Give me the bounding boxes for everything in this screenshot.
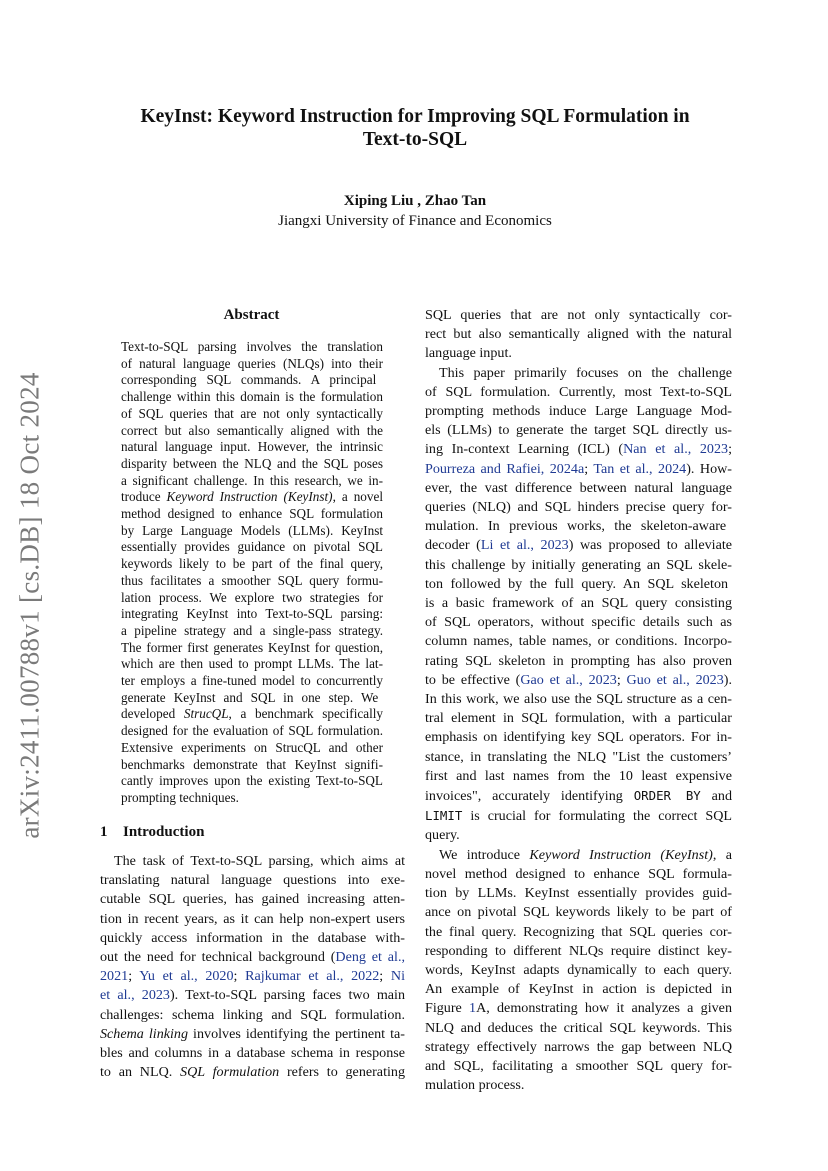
- text-span: ;: [379, 968, 391, 985]
- abstract-line: essentially provides guidance on pivotal SQL: [121, 539, 383, 555]
- text-line: novel method designed to enhance SQL formula-: [425, 865, 732, 882]
- text-line: and SQL, facilitating a smoother SQL query for-: [425, 1057, 732, 1074]
- abstract-line: The former first generates KeyInst for question,: [121, 639, 383, 655]
- emphasis-text: SQL formulation: [180, 1064, 280, 1081]
- text-line: quickly access information in the database with-: [100, 929, 405, 946]
- left-column-body: [100, 852, 405, 1082]
- abstract-line: Extensive experiments on StrucQL and other: [121, 739, 383, 755]
- text-span: ). How-: [686, 460, 732, 477]
- emphasis-text: Keyword Instruction (KeyInst): [166, 489, 333, 505]
- text-line: the final query. Recognizing that SQL queries cor-: [425, 923, 732, 940]
- text-line: ever, the vast difference between natural language: [425, 479, 732, 496]
- citation-link[interactable]: Li et al., 2023: [480, 537, 569, 554]
- abstract-line: which are then used to prompt LLMs. The lat-: [121, 656, 383, 672]
- text-span: and: [700, 788, 732, 805]
- text-line: this challenge by initially generating an SQL skele-: [425, 556, 732, 573]
- section-title: Introduction: [123, 824, 205, 840]
- text-line: challenges: schema linking and SQL formulation.: [100, 1006, 405, 1023]
- text-span: ;: [616, 671, 627, 688]
- text-line: tral element in SQL formulation, with a particular: [425, 710, 732, 727]
- citation-link[interactable]: Pourreza and Rafiei, 2024a: [425, 460, 585, 477]
- abstract-line: Text-to-SQL parsing involves the translation: [121, 339, 383, 354]
- text-line: mulation process.: [425, 1077, 525, 1094]
- text-span: refers to generating: [279, 1064, 405, 1081]
- text-line: of SQL operators, without specific details such as: [425, 614, 732, 631]
- text-span: Figure: [425, 1000, 470, 1017]
- text-span: ;: [584, 460, 594, 477]
- text-line: [100, 1025, 405, 1044]
- text-span: We introduce: [439, 846, 530, 863]
- citation-link[interactable]: Gao et al., 2023: [520, 671, 617, 688]
- text-line: [425, 846, 732, 865]
- citation-link[interactable]: 2021: [100, 968, 129, 985]
- abstract-line: method designed to enhance SQL formulation: [121, 506, 383, 522]
- citation-link[interactable]: Tan et al., 2024: [593, 460, 687, 477]
- section-number: 1: [100, 824, 108, 840]
- text-span: invoices", accurately identifying: [425, 788, 634, 805]
- abstract-line: lation process. We explore two strategies for: [121, 589, 383, 605]
- paper-title: [100, 105, 730, 151]
- abstract-body: [121, 339, 383, 807]
- text-line: [425, 671, 732, 690]
- text-line: first and last names from the 10 least expensive: [425, 767, 732, 784]
- text-line: rating SQL skeleton in prompting has also proven: [425, 652, 732, 669]
- abstract-line: a pipeline strategy and a single-pass strategy.: [121, 622, 383, 638]
- text-span: to be effective (: [425, 671, 521, 688]
- author-affiliation: Jiangxi University of Finance and Economics: [278, 213, 552, 229]
- abstract-line: of SQL queries that are not only syntactically: [121, 405, 383, 421]
- abstract-heading: Abstract: [223, 307, 280, 323]
- text-span: is crucial for formulating the correct SQL: [462, 808, 732, 825]
- text-line: tion in recent years, as it can help non-expert users: [100, 910, 405, 927]
- text-span: A, demonstrating how it analyzes a given: [476, 1000, 732, 1017]
- text-line: [425, 536, 732, 555]
- arxiv-side-stamp: [10, 360, 50, 850]
- text-span: ). Text-to-SQL parsing faces two main: [169, 987, 405, 1004]
- text-line: tion by LLMs. KeyInst essentially provides guid-: [425, 885, 732, 902]
- citation-link[interactable]: Nan et al., 2023: [623, 441, 729, 458]
- abstract-line: natural language input. However, the intrinsic: [121, 439, 383, 455]
- text-line: ance on pivotal SQL keywords likely to be part of: [425, 904, 732, 921]
- abstract-line: correct but also semantically aligned with the: [121, 422, 383, 438]
- emphasis-text: StrucQL: [183, 706, 229, 722]
- text-line: An example of KeyInst in action is depicted in: [425, 981, 732, 998]
- abstract-line: by Large Language Models (LLMs). KeyInst: [121, 522, 383, 538]
- text-line: ton followed by the full query. An SQL skeleton: [425, 575, 729, 592]
- text-line: mulation. In previous works, the skeleton-aware: [425, 518, 727, 535]
- arxiv-identifier: arXiv:2411.00788v1 [cs.DB] 18 Oct 2024: [14, 371, 45, 839]
- text-span: ing In-context Learning (ICL) (: [425, 441, 624, 458]
- abstract-line: keywords likely to be part of the final query,: [121, 556, 383, 572]
- text-line: NLQ and deduces the critical SQL keywords. This: [425, 1019, 732, 1036]
- abstract-line: benchmarks demonstrate that KeyInst signifi-: [121, 756, 383, 772]
- text-span: involves identifying the pertinent ta-: [188, 1025, 405, 1042]
- text-line: [100, 948, 405, 967]
- text-line: prompting methods induce Large Language Mod-: [425, 403, 732, 420]
- text-line: The task of Text-to-SQL parsing, which aims at: [114, 853, 405, 869]
- author-names: Xiping Liu , Zhao Tan: [343, 193, 487, 209]
- text-line: [425, 440, 732, 459]
- abstract-line: troduce Keyword Instruction (KeyInst), a novel: [121, 489, 383, 505]
- abstract-line: corresponding SQL commands. A principal: [121, 372, 377, 388]
- text-line: SQL queries that are not only syntactically cor-: [425, 307, 732, 323]
- text-line: In this work, we also use the SQL structure as a cen-: [425, 691, 732, 708]
- citation-link[interactable]: Yu et al., 2020: [139, 968, 234, 985]
- abstract-line: ter employs a fine-tuned model to concurrently: [121, 673, 383, 689]
- emphasis-text: Schema linking: [100, 1025, 189, 1042]
- text-span: ) was proposed to alleviate: [568, 537, 732, 554]
- text-line: [425, 999, 732, 1018]
- code-keyword: ORDER BY: [633, 788, 701, 804]
- text-line: [425, 806, 732, 826]
- text-line: query.: [425, 827, 460, 844]
- abstract-line: of natural language queries (NLQs) into their: [121, 355, 383, 371]
- figure-reference-link[interactable]: 1: [469, 1000, 477, 1017]
- text-span: ;: [728, 441, 732, 458]
- text-line: of SQL formulation. Currently, most Text-to-SQL: [425, 383, 732, 400]
- text-line: queries (NLQ) and SQL hinders precise query for-: [425, 499, 732, 516]
- text-span: , a: [712, 846, 732, 863]
- text-line: [425, 786, 732, 806]
- text-span: decoder (: [425, 537, 481, 554]
- citation-link[interactable]: Rajkumar et al., 2022: [245, 968, 380, 985]
- text-line: bles and columns in a database schema in response: [100, 1045, 405, 1062]
- code-keyword: LIMIT: [425, 808, 463, 824]
- citation-link[interactable]: et al., 2023: [100, 987, 170, 1004]
- text-line: responding to different NLQs require distinct key-: [425, 942, 732, 959]
- abstract-line: developed StrucQL, a benchmark specifically: [121, 706, 383, 722]
- abstract-line: disparity between the NLQ and the SQL poses: [121, 455, 383, 471]
- text-line: language input.: [425, 345, 512, 362]
- introduction-heading: [100, 822, 400, 842]
- abstract-line: prompting techniques.: [121, 789, 239, 805]
- citation-link[interactable]: Deng et al.,: [335, 949, 406, 966]
- text-line: is a basic framework of an SQL query consisting: [425, 595, 732, 612]
- citation-link[interactable]: Ni: [390, 968, 405, 985]
- text-line: [100, 1063, 405, 1082]
- text-span: ).: [723, 671, 732, 688]
- text-span: ;: [128, 968, 140, 985]
- abstract-line: challenge within this domain is the formulation: [121, 389, 383, 405]
- text-span: ;: [233, 968, 246, 985]
- title-line: Text-to-SQL: [362, 129, 468, 150]
- text-line: This paper primarily focuses on the challenge: [439, 364, 732, 381]
- citation-link[interactable]: Guo et al., 2023: [626, 671, 724, 688]
- abstract-line: integrating KeyInst into Text-to-SQL parsing:: [121, 606, 383, 622]
- text-line: words, KeyInst adapts dynamically to each query.: [425, 961, 732, 978]
- title-line: KeyInst: Keyword Instruction for Improving SQL Formulation in: [140, 106, 690, 127]
- text-line: [425, 460, 732, 479]
- text-line: rect but also semantically aligned with the natural: [425, 326, 732, 343]
- text-line: cutable SQL queries, has gained increasing atten-: [100, 891, 405, 908]
- text-line: [100, 986, 405, 1005]
- abstract-line: cantly improves upon the existing Text-to-SQL: [121, 773, 383, 789]
- emphasis-text: Keyword Instruction (KeyInst): [529, 846, 713, 863]
- abstract-line: generate KeyInst and SQL in one step. We: [121, 689, 379, 705]
- text-span: to an NLQ.: [100, 1064, 181, 1081]
- text-line: strategy effectively narrows the gap between NLQ: [425, 1038, 732, 1055]
- text-line: els (LLMs) to generate the target SQL directly us-: [425, 422, 732, 439]
- text-line: emphasis on identifying key SQL operators. For in-: [425, 729, 732, 746]
- abstract-line: thus facilitates a smoother SQL query formu-: [121, 572, 383, 588]
- abstract-line: a significant challenge. In this research, we in-: [121, 472, 383, 488]
- text-line: column names, table names, or conditions. Incorpo-: [425, 633, 732, 650]
- text-line: stance, in translating the NLQ "List the customers’: [425, 748, 732, 765]
- right-column-body: [425, 306, 732, 1095]
- text-line: translating natural language questions into exe-: [100, 872, 405, 889]
- abstract-line: designed for the evaluation of SQL formulation.: [121, 723, 383, 739]
- text-line: [100, 967, 405, 986]
- text-span: out the need for technical background (: [100, 949, 336, 966]
